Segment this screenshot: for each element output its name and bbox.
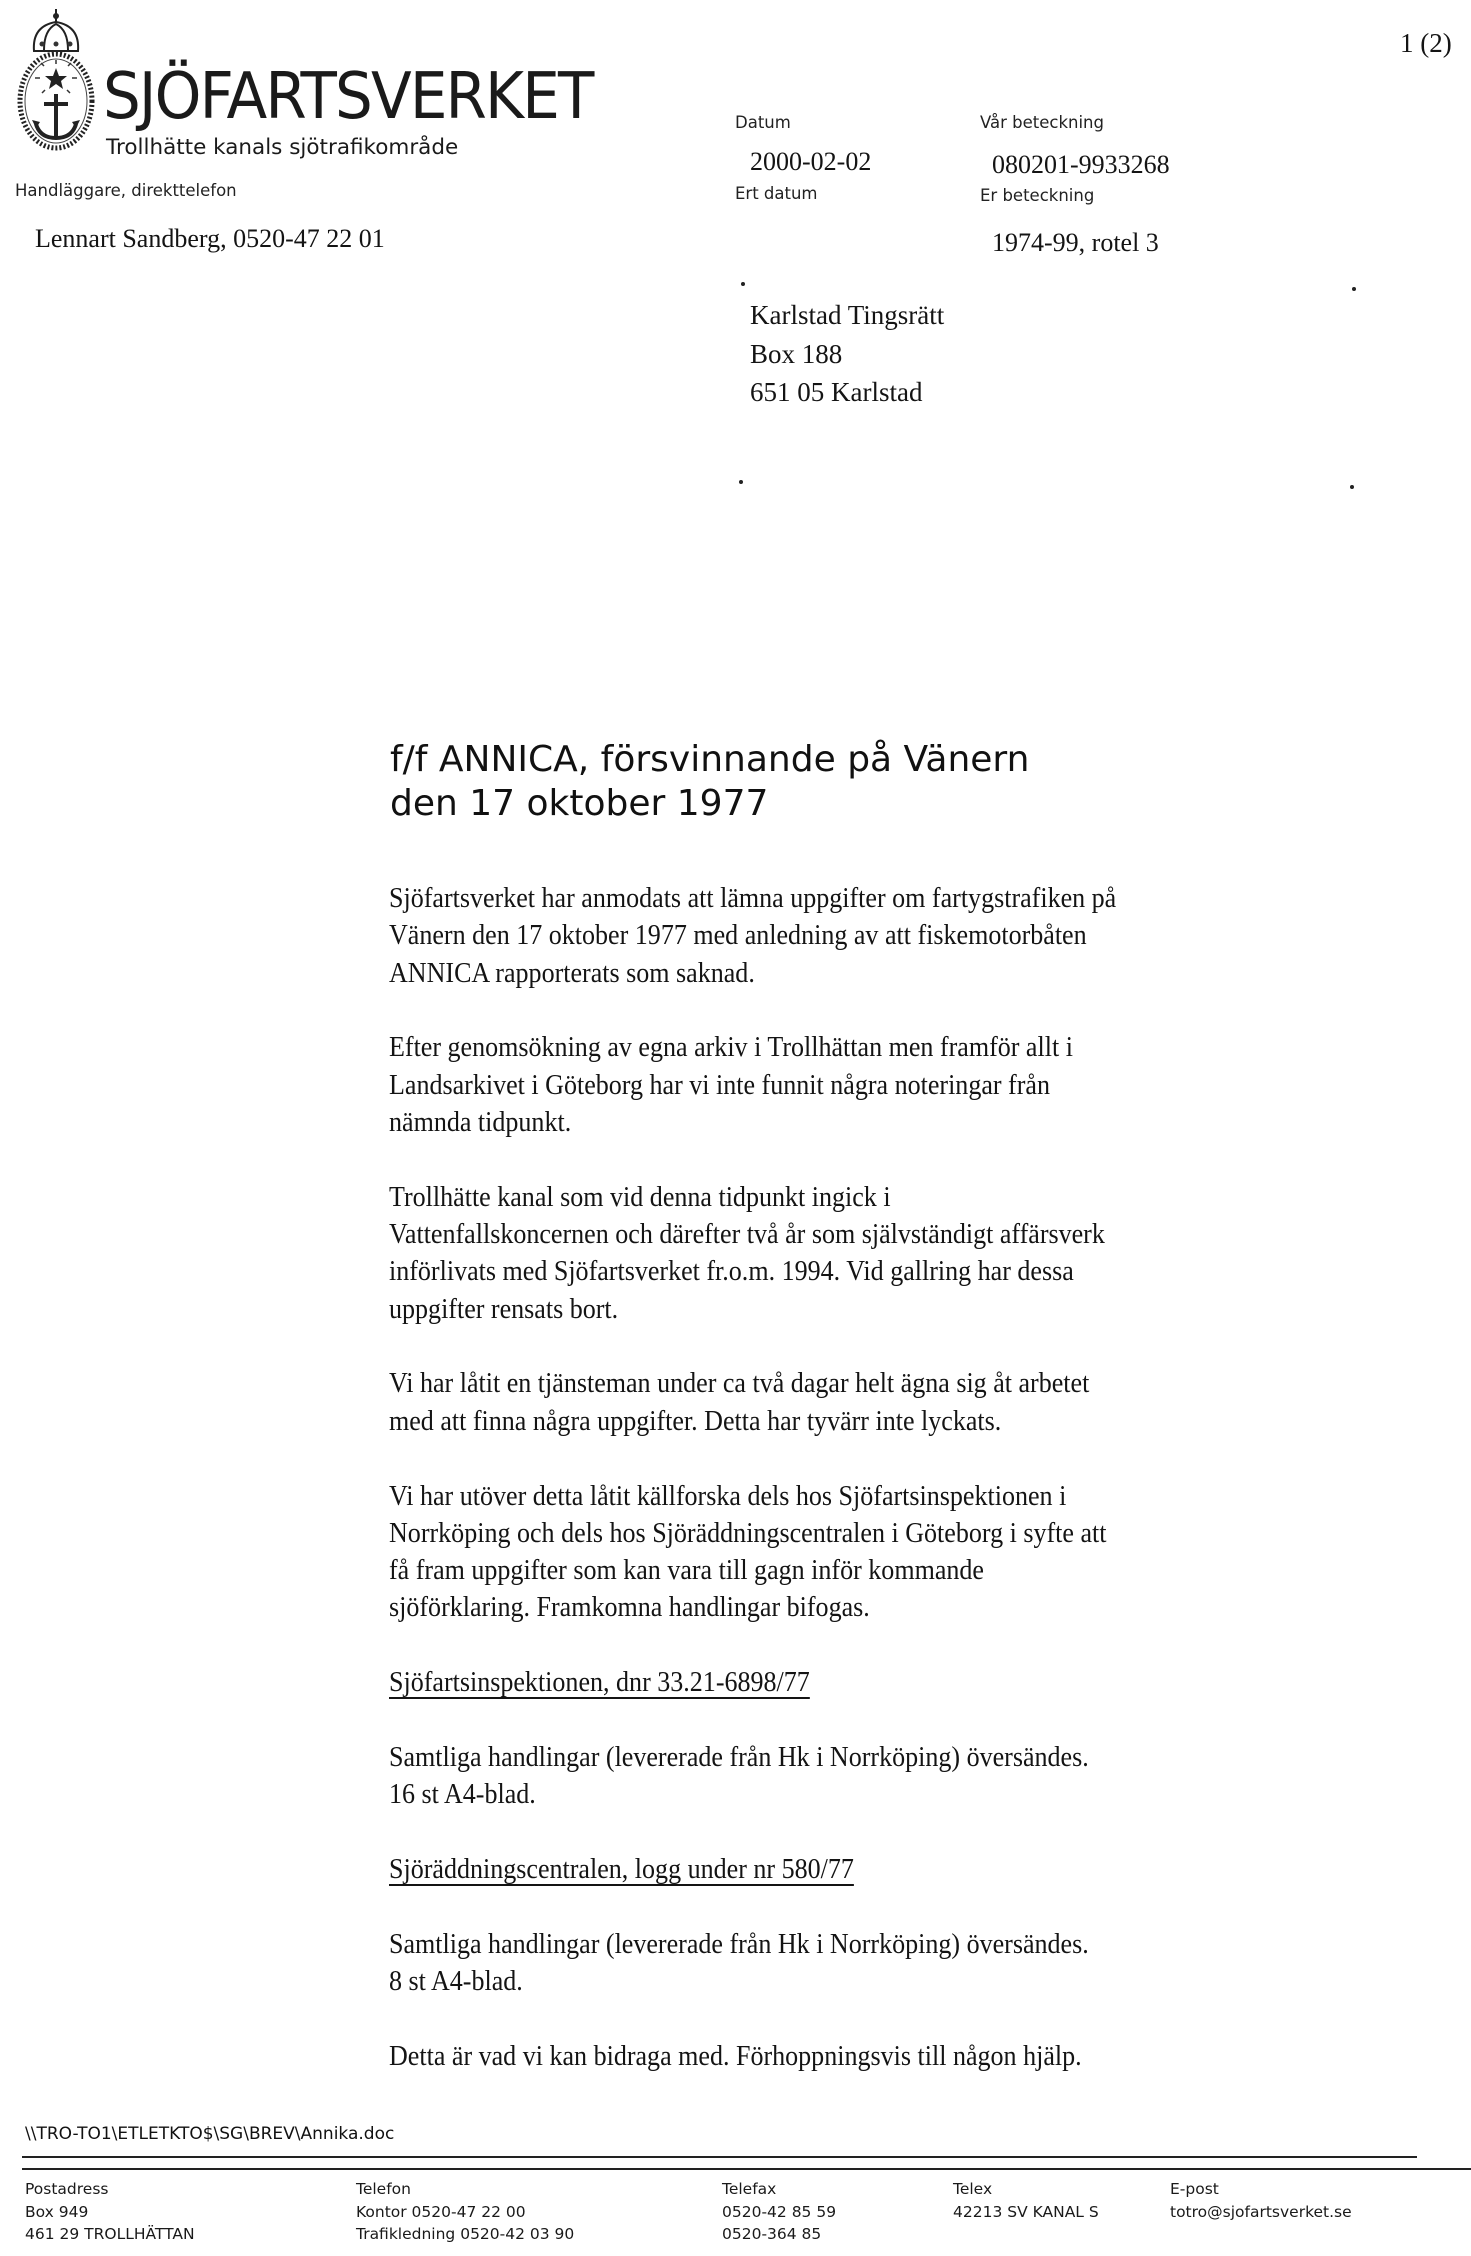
footer-label: Telefon — [356, 2180, 411, 2198]
footer-telex — [953, 2178, 1099, 2223]
recipient-line: Box 188 — [750, 338, 843, 369]
paragraph-line: Samtliga handlingar (levererade från Hk i Norrköping) översändes. — [389, 1742, 1089, 1774]
footer-label: Postadress — [25, 2180, 109, 2198]
paragraph-line: Samtliga handlingar (levererade från Hk i Norrköping) översändes. — [389, 1928, 1089, 1960]
your-date-label: Ert datum — [735, 184, 818, 203]
our-reference-label: Vår beteckning — [980, 113, 1104, 132]
paragraph-line: 8 st A4-blad. — [389, 1966, 523, 1998]
paragraph-line: Vi har utöver detta låtit källforska dels hos Sjöfartsinspektionen i — [389, 1480, 1067, 1512]
paragraph-line: Detta är vad vi kan bidraga med. Förhoppningsvis till någon hjälp. — [389, 2041, 1082, 2073]
footer-email-link[interactable]: totro@sjofartsverket.se — [1170, 2202, 1352, 2221]
crowned-anchor-emblem-icon — [14, 4, 98, 154]
letter-body — [389, 880, 1364, 2113]
subject-line: den 17 oktober 1977 — [390, 783, 769, 824]
paragraph-line: få fram uppgifter som kan vara till gagn inför kommande — [389, 1555, 984, 1587]
body-paragraph — [389, 1365, 1364, 1440]
body-paragraph — [389, 1926, 1364, 2001]
subject-line: f/f ANNICA, försvinnande på Vänern — [390, 739, 1030, 780]
paragraph-line: Efter genomsökning av egna arkiv i Trollhättan men framför allt i — [389, 1032, 1073, 1064]
paragraph-line: införlivats med Sjöfartsverket fr.o.m. 1994. Vid gallring har dessa — [389, 1256, 1074, 1288]
registration-dot — [1350, 485, 1354, 489]
paragraph-line: ANNICA rapporterats som saknad. — [389, 957, 755, 989]
subject-heading — [390, 738, 1029, 826]
paragraph-line: Landsarkivet i Göteborg har vi inte funnit några noteringar från — [389, 1069, 1050, 1101]
footer-fax — [722, 2178, 836, 2246]
footer-value: Trafikledning 0520-42 03 90 — [356, 2225, 575, 2243]
recipient-address — [750, 296, 944, 412]
footer-value: 42213 SV KANAL S — [953, 2202, 1099, 2221]
footer-email — [1170, 2178, 1352, 2223]
footer-phone — [356, 2178, 574, 2246]
document-path: \\TRO-TO1\ETLETKTO$\SG\BREV\Annika.doc — [25, 2124, 395, 2144]
body-paragraph — [389, 880, 1364, 992]
body-paragraph — [389, 1179, 1364, 1328]
recipient-line: Karlstad Tingsrätt — [750, 300, 945, 330]
date-label: Datum — [735, 113, 791, 132]
body-paragraph — [389, 1478, 1364, 1627]
your-reference-value: 1974-99, rotel 3 — [992, 228, 1159, 257]
footer-divider — [22, 2168, 1471, 2170]
our-reference-value: 080201-9933268 — [992, 150, 1170, 179]
handler-label: Handläggare, direkttelefon — [15, 181, 237, 200]
footer-label: Telex — [953, 2180, 993, 2198]
registration-dot — [741, 282, 745, 286]
body-paragraph — [389, 2038, 1364, 2075]
brand-name: SJÖFARTSVERKET — [103, 60, 593, 134]
paragraph-line: Vänern den 17 oktober 1977 med anledning av att fiskemotorbåten — [389, 920, 1087, 952]
footer-postal-address — [25, 2178, 195, 2246]
footer-value: 461 29 TROLLHÄTTAN — [25, 2225, 195, 2243]
registration-dot — [739, 480, 743, 484]
paragraph-line: Vattenfallskoncernen och därefter två år som självständigt affärsverk — [389, 1219, 1105, 1251]
footer-label: Telefax — [722, 2180, 777, 2198]
paragraph-line: med att finna några uppgifter. Detta har tyvärr inte lyckats. — [389, 1405, 1002, 1437]
your-reference-label: Er beteckning — [980, 186, 1095, 205]
paragraph-line: uppgifter rensats bort. — [389, 1293, 619, 1325]
body-paragraph — [389, 1029, 1364, 1141]
registration-dot — [1352, 287, 1356, 291]
paragraph-line: 16 st A4-blad. — [389, 1779, 536, 1811]
paragraph-line: Trollhätte kanal som vid denna tidpunkt ingick i — [389, 1181, 891, 1213]
date-value: 2000-02-02 — [750, 147, 872, 176]
paragraph-line: nämnda tidpunkt. — [389, 1106, 572, 1138]
footer-value: Box 949 — [25, 2202, 89, 2221]
paragraph-line: Norrköping och dels hos Sjöräddningscentralen i Göteborg i syfte att — [389, 1517, 1107, 1549]
reference-heading — [389, 1664, 1364, 1701]
footer-value: Kontor 0520-47 22 00 — [356, 2202, 526, 2221]
page-number: 1 (2) — [1400, 28, 1452, 58]
handler-value: Lennart Sandberg, 0520-47 22 01 — [35, 224, 385, 253]
brand-subtitle: Trollhätte kanals sjötrafikområde — [106, 135, 459, 160]
body-paragraph — [389, 1739, 1364, 1814]
paragraph-line: Sjöräddningscentralen, logg under nr 580/77 — [389, 1854, 854, 1886]
footer-value: 0520-42 85 59 — [722, 2202, 837, 2221]
footer-label: E-post — [1170, 2180, 1219, 2198]
footer-value: 0520-364 85 — [722, 2225, 822, 2243]
paragraph-line: Vi har låtit en tjänsteman under ca två dagar helt ägna sig åt arbetet — [389, 1368, 1090, 1400]
paragraph-line: Sjöfartsverket har anmodats att lämna uppgifter om fartygstrafiken på — [389, 883, 1117, 914]
paragraph-line: Sjöfartsinspektionen, dnr 33.21-6898/77 — [389, 1667, 810, 1699]
footer-divider — [22, 2156, 1417, 2158]
paragraph-line: sjöförklaring. Framkomna handlingar bifogas. — [389, 1592, 870, 1624]
reference-heading — [389, 1851, 1364, 1888]
recipient-line: 651 05 Karlstad — [750, 377, 923, 407]
